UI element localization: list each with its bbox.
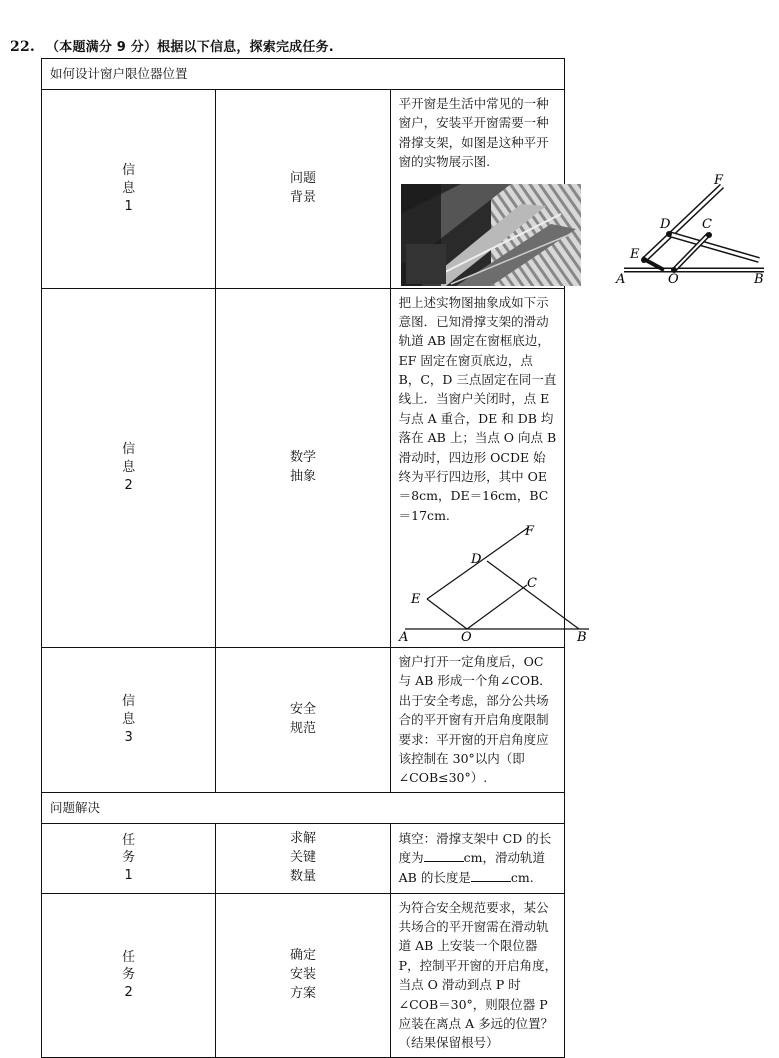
- cd-length-blank[interactable]: [424, 849, 464, 862]
- question-intro: （本题满分 9 分）根据以下信息，探索完成任务.: [46, 40, 334, 55]
- task1-text: [399, 829, 558, 887]
- info3-text: 窗户打开一定角度后，OC 与 AB 形成一个角∠COB．出于安全考虑，部分公共场合的平开窗有开启角度限制要求：平开窗的开启角度应该控制在 30°以内（即∠COB≤30°）.: [398, 654, 552, 786]
- task1-label-char: 务: [122, 850, 136, 866]
- info2-category: [216, 288, 390, 648]
- info3-category: [216, 648, 390, 793]
- section-title-solve: 问题解决: [42, 792, 565, 823]
- info3-label-char: 3: [124, 729, 133, 745]
- task2-category-line: 安装: [289, 966, 316, 982]
- sketch-label-A: A: [615, 271, 626, 287]
- info2-category-line: 抽象: [289, 468, 316, 484]
- question-header: [10, 36, 334, 55]
- task2-label-char: 2: [124, 984, 133, 1000]
- sketch-label-F: F: [713, 172, 723, 188]
- sketch-label-O: O: [667, 271, 679, 287]
- sketch-label-E: E: [629, 246, 640, 262]
- window-photo: [401, 184, 581, 286]
- diagram-label-E: E: [410, 592, 421, 607]
- task2-text: 为符合安全规范要求，某公共场合的平开窗需在滑动轨道 AB 上安装一个限位器 P，控制平开窗的开启角度，当点 O 滑动到点 P 时∠COB＝30°，则限位器 P 应装在离点 A 多远的位置？（结果保留根号）: [398, 899, 558, 1051]
- info3-content: [390, 648, 564, 793]
- sketch-label-D: D: [659, 216, 671, 232]
- geometry-diagram: [399, 525, 599, 643]
- diagram-label-F: F: [524, 524, 534, 539]
- task2-content: [390, 893, 564, 1057]
- task1-category-line: 数量: [289, 868, 316, 884]
- diagram-label-O: O: [460, 630, 472, 645]
- task1-category-line: 求解: [289, 830, 316, 846]
- info1-category-line: 背景: [289, 189, 316, 205]
- task1-label-char: 1: [124, 867, 133, 883]
- info1-category: [216, 90, 390, 289]
- task1-content: [390, 823, 564, 893]
- task2-category-line: 方案: [289, 985, 316, 1001]
- info3-label: [42, 648, 216, 793]
- hinge-sketch: [614, 172, 779, 287]
- sketch-label-C: C: [701, 216, 712, 232]
- info3-label-char: 息: [122, 712, 136, 728]
- info1-label: [42, 90, 216, 289]
- task1-text-a: 填空：滑撑支架中 CD 的长度为: [398, 831, 552, 866]
- diagram-label-C: C: [526, 576, 537, 591]
- task1-text-b: cm，滑动轨道 AB 的长度是: [398, 850, 546, 885]
- task2-label-char: 务: [122, 967, 136, 983]
- info2-category-line: 数学: [289, 449, 316, 465]
- task2-label: [42, 893, 216, 1057]
- info1-label-char: 1: [124, 198, 133, 214]
- info2-label-char: 信: [122, 442, 136, 458]
- task1-category-line: 关键: [289, 849, 316, 865]
- diagram-label-A: A: [398, 630, 409, 645]
- diagram-label-D: D: [470, 552, 482, 567]
- info1-text: 平开窗是生活中常见的一种窗户，安装平开窗需要一种滑撑支架，如图是这种平开窗的实物展示图.: [398, 96, 549, 170]
- info2-label: [42, 288, 216, 648]
- diagram-label-B: B: [576, 630, 587, 645]
- info1-content: [390, 90, 764, 289]
- task1-label: [42, 823, 216, 893]
- task1-text-c: cm.: [510, 869, 534, 885]
- task2-category-line: 确定: [289, 947, 316, 963]
- info3-label-char: 信: [122, 694, 136, 710]
- ab-length-blank[interactable]: [471, 869, 511, 882]
- info2-label-char: 息: [122, 459, 136, 475]
- info1-label-char: 息: [122, 180, 136, 196]
- info2-label-char: 2: [124, 477, 133, 493]
- task2-label-char: 任: [122, 949, 136, 965]
- task1-category: [216, 823, 390, 893]
- sketch-label-B: B: [753, 271, 764, 287]
- info-table: [41, 58, 764, 1058]
- info2-text: 把上述实物图抽象成如下示意图．已知滑撑支架的滑动轨道 AB 固定在窗框底边，EF 固定在窗页底边，点 B，C，D 三点固定在同一直线上．当窗户关闭时，点 E 与点 A 重合，DE 和 DB 均落在 AB 上；当点 O 向点 B 滑动时，四边形 OCDE 始终为平行四边形，其中 OE＝8cm，DE＝16cm，BC＝17cm.: [398, 294, 557, 523]
- section-title-design: 如何设计窗户限位器位置: [42, 59, 565, 90]
- info2-content: [390, 288, 587, 648]
- info1-label-char: 信: [122, 163, 136, 179]
- info3-category-line: 安全: [289, 701, 316, 717]
- question-number: 22.: [10, 39, 35, 55]
- task1-label-char: 任: [122, 832, 136, 848]
- info1-category-line: 问题: [289, 170, 316, 186]
- task2-category: [216, 893, 390, 1057]
- info3-category-line: 规范: [289, 720, 316, 736]
